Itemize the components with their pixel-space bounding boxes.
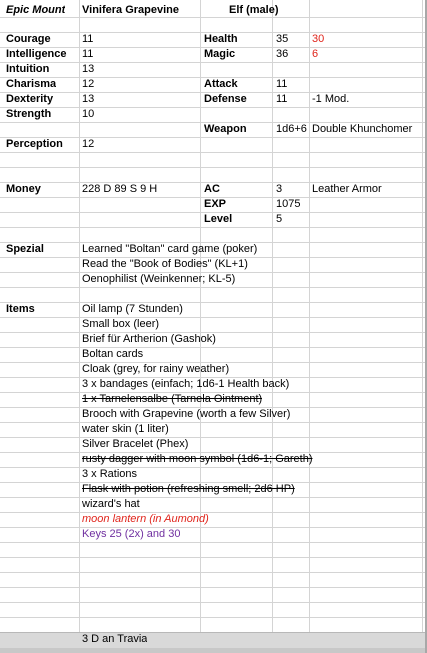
defense-note[interactable]: -1 Mod. bbox=[312, 93, 350, 105]
attr-value-charisma[interactable]: 12 bbox=[82, 78, 95, 90]
footer-row bbox=[0, 632, 427, 648]
row-divider bbox=[0, 512, 427, 513]
ac-label[interactable]: AC bbox=[204, 183, 220, 195]
character-name[interactable]: Vinifera Grapevine bbox=[82, 4, 180, 16]
money-value[interactable]: 228 D 89 S 9 H bbox=[82, 183, 158, 195]
attr-label-intuition[interactable]: Intuition bbox=[6, 63, 50, 75]
item-entry[interactable]: Flask with potion (refreshing smell; 2d6 HP) bbox=[82, 483, 295, 495]
sheet-title[interactable]: Epic Mount bbox=[6, 4, 66, 16]
row-divider bbox=[0, 107, 427, 108]
item-entry[interactable]: Boltan cards bbox=[82, 348, 144, 360]
column-divider bbox=[200, 0, 201, 632]
item-entry[interactable]: wizard's hat bbox=[82, 498, 140, 510]
item-entry[interactable]: 1 x Tarnelensalbe (Tarnela Ointment) bbox=[82, 393, 263, 405]
item-entry[interactable]: Small box (leer) bbox=[82, 318, 160, 330]
item-entry[interactable]: Silver Bracelet (Phex) bbox=[82, 438, 189, 450]
item-entry[interactable]: Oil lamp (7 Stunden) bbox=[82, 303, 183, 315]
defense-value[interactable]: 11 bbox=[276, 93, 288, 105]
perception-value[interactable]: 12 bbox=[82, 138, 95, 150]
item-entry[interactable]: 3 x Rations bbox=[82, 468, 138, 480]
attr-label-intelligence[interactable]: Intelligence bbox=[6, 48, 67, 60]
row-divider bbox=[0, 152, 427, 153]
attack-value[interactable]: 11 bbox=[276, 78, 288, 90]
column-divider bbox=[79, 0, 80, 632]
perception-label[interactable]: Perception bbox=[6, 138, 63, 150]
item-entry[interactable]: rusty dagger with moon symbol (1d6-1; Gareth) bbox=[82, 453, 313, 465]
row-divider bbox=[0, 167, 427, 168]
magic-label[interactable]: Magic bbox=[204, 48, 236, 60]
attack-label[interactable]: Attack bbox=[204, 78, 238, 90]
item-entry[interactable]: Cloak (grey, for rainy weather) bbox=[82, 363, 230, 375]
attr-value-intuition[interactable]: 13 bbox=[82, 63, 95, 75]
attr-value-dexterity[interactable]: 13 bbox=[82, 93, 95, 105]
row-divider bbox=[0, 557, 427, 558]
health-label[interactable]: Health bbox=[204, 33, 238, 45]
item-entry[interactable]: Brooch with Grapevine (worth a few Silver) bbox=[82, 408, 291, 420]
special-label[interactable]: Spezial bbox=[6, 243, 44, 255]
attr-value-strength[interactable]: 10 bbox=[82, 108, 95, 120]
ac-value[interactable]: 3 bbox=[276, 183, 283, 195]
footer-note[interactable]: 3 D an Travia bbox=[82, 633, 148, 645]
attr-value-intelligence[interactable]: 11 bbox=[82, 48, 94, 60]
attr-value-courage[interactable]: 11 bbox=[82, 33, 94, 45]
item-entry[interactable]: Brief für Artherion (Gashok) bbox=[82, 333, 216, 345]
row-divider bbox=[0, 137, 427, 138]
items-label[interactable]: Items bbox=[6, 303, 35, 315]
special-item[interactable]: Learned "Boltan" card game (poker) bbox=[82, 243, 258, 255]
item-entry[interactable]: 3 x bandages (einfach; 1d6-1 Health back) bbox=[82, 378, 290, 390]
row-divider bbox=[0, 527, 427, 528]
column-divider bbox=[309, 0, 310, 632]
attr-label-courage[interactable]: Courage bbox=[6, 33, 51, 45]
attr-label-dexterity[interactable]: Dexterity bbox=[6, 93, 54, 105]
column-divider bbox=[272, 0, 273, 632]
level-value[interactable]: 5 bbox=[276, 213, 283, 225]
row-divider bbox=[0, 497, 427, 498]
row-divider bbox=[0, 422, 427, 423]
item-entry[interactable]: moon lantern (in Aumond) bbox=[82, 513, 209, 525]
defense-label[interactable]: Defense bbox=[204, 93, 247, 105]
row-divider bbox=[0, 602, 427, 603]
attr-label-charisma[interactable]: Charisma bbox=[6, 78, 57, 90]
exp-label[interactable]: EXP bbox=[204, 198, 227, 210]
character-race[interactable]: Elf (male) bbox=[229, 4, 279, 16]
row-divider bbox=[0, 287, 427, 288]
row-divider bbox=[0, 617, 427, 618]
magic-current[interactable]: 6 bbox=[312, 48, 319, 60]
row-divider bbox=[0, 62, 427, 63]
row-divider bbox=[0, 227, 427, 228]
special-item[interactable]: Read the "Book of Bodies" (KL+1) bbox=[82, 258, 248, 270]
row-divider bbox=[0, 302, 427, 303]
row-divider bbox=[0, 542, 427, 543]
row-divider bbox=[0, 347, 427, 348]
item-entry[interactable]: Keys 25 (2x) and 30 bbox=[82, 528, 181, 540]
item-entry[interactable]: water skin (1 liter) bbox=[82, 423, 169, 435]
row-divider bbox=[0, 572, 427, 573]
row-divider bbox=[0, 587, 427, 588]
weapon-damage[interactable]: 1d6+6 bbox=[276, 123, 307, 135]
row-divider bbox=[0, 437, 427, 438]
attr-label-strength[interactable]: Strength bbox=[6, 108, 52, 120]
scrollbar-track[interactable] bbox=[0, 648, 427, 653]
column-divider bbox=[422, 0, 423, 632]
health-current[interactable]: 30 bbox=[312, 33, 325, 45]
row-divider bbox=[0, 467, 427, 468]
row-divider bbox=[0, 317, 427, 318]
exp-value[interactable]: 1075 bbox=[276, 198, 301, 210]
weapon-name[interactable]: Double Khunchomer bbox=[312, 123, 413, 135]
special-item[interactable]: Oenophilist (Weinkenner; KL-5) bbox=[82, 273, 236, 285]
magic-value[interactable]: 36 bbox=[276, 48, 289, 60]
ac-note[interactable]: Leather Armor bbox=[312, 183, 382, 195]
level-label[interactable]: Level bbox=[204, 213, 233, 225]
health-value[interactable]: 35 bbox=[276, 33, 289, 45]
money-label[interactable]: Money bbox=[6, 183, 41, 195]
weapon-label[interactable]: Weapon bbox=[204, 123, 247, 135]
